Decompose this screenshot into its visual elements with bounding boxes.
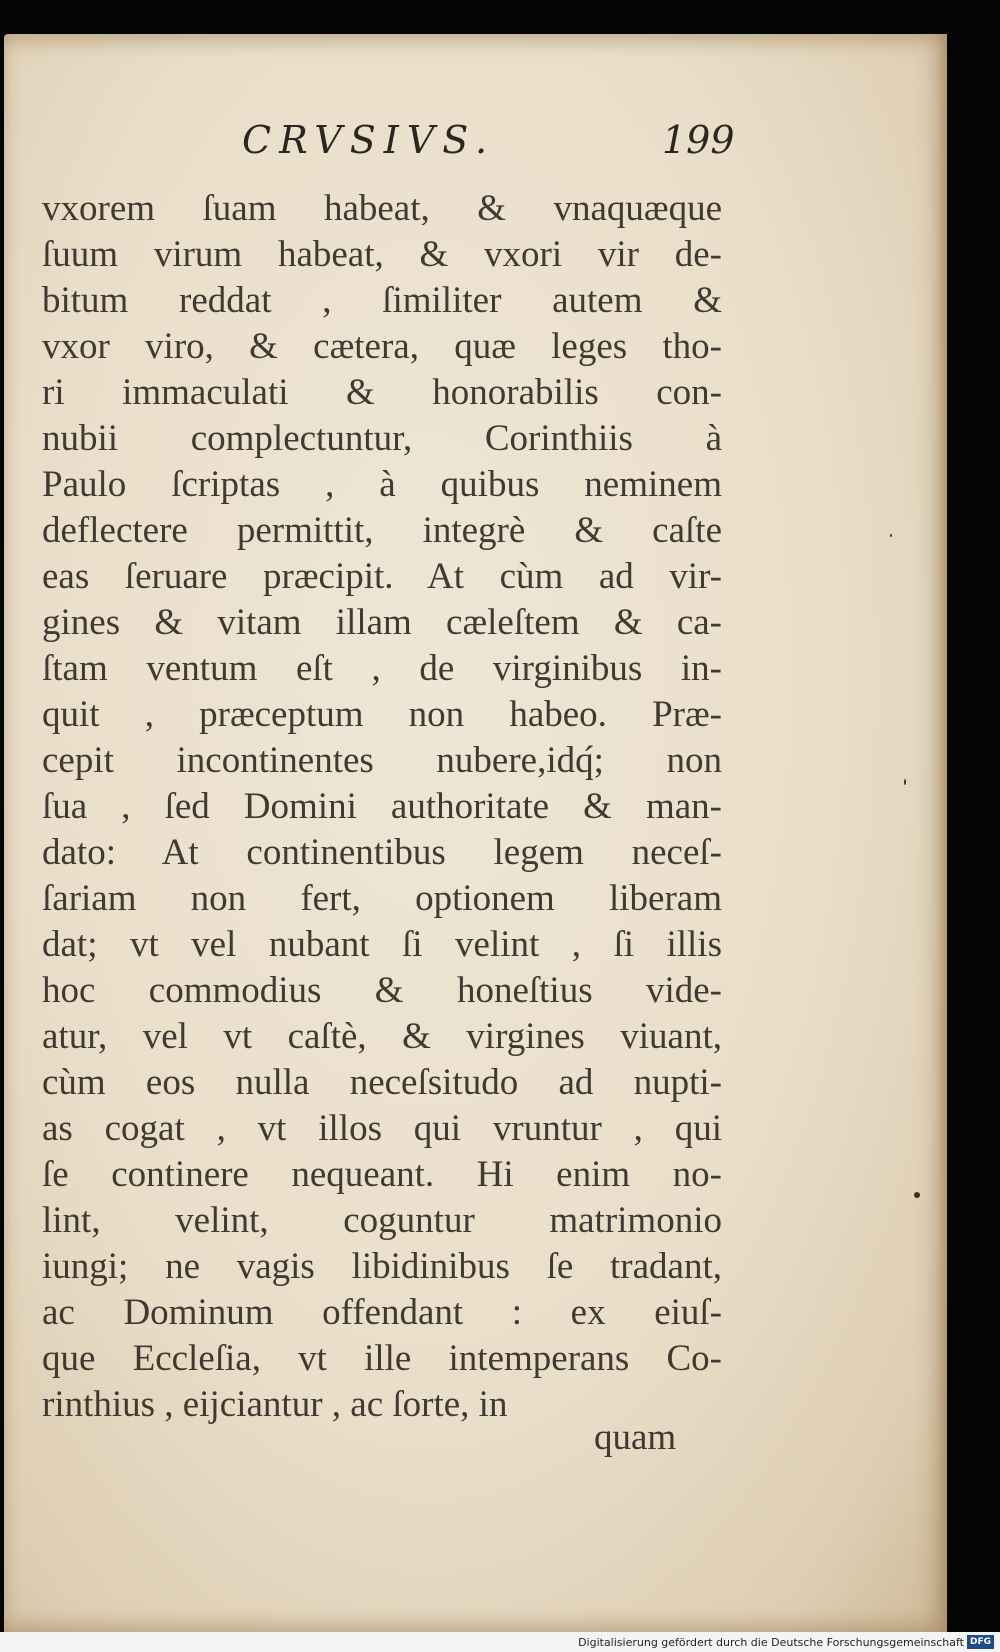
text-line: dato: At continentibus legem neceſ- <box>42 832 722 873</box>
text-line: ſe continere nequeant. Hi enim no- <box>42 1154 722 1195</box>
text-line: rinthius , eijciantur , ac ſorte, in <box>42 1384 508 1425</box>
running-head: CRVSIVS. <box>242 118 496 162</box>
text-line: vxor viro, & cætera, quæ leges tho- <box>42 326 722 367</box>
text-line: que Eccleſia, vt ille intemperans Co- <box>42 1338 722 1379</box>
ink-speck <box>904 779 906 785</box>
text-line: hoc commodius & honeſtius vide- <box>42 970 722 1011</box>
funding-credit: Digitalisierung gefördert durch die Deutsche Forschungsgemeinschaft <box>578 1636 964 1649</box>
text-line: Paulo ſcriptas , à quibus neminem <box>42 464 722 505</box>
text-line: ri immaculati & honorabilis con- <box>42 372 722 413</box>
page-number: 199 <box>662 118 735 162</box>
ink-speck <box>890 534 892 537</box>
text-line: ac Dominum offendant : ex eiuſ- <box>42 1292 722 1333</box>
ink-speck <box>914 1192 920 1198</box>
text-line: atur, vel vt caſtè, & virgines viuant, <box>42 1016 722 1057</box>
text-line: nubii complectuntur, Corinthiis à <box>42 418 722 459</box>
text-line: cepit incontinentes nubere,idq́; non <box>42 740 722 781</box>
text-line: deflectere permittit, integrè & caſte <box>42 510 722 551</box>
footer-bar <box>0 1632 1000 1652</box>
body-text <box>42 186 722 1428</box>
dfg-logo: DFG <box>967 1635 994 1649</box>
text-line: eas ſeruare præcipit. At cùm ad vir- <box>42 556 722 597</box>
text-line: cùm eos nulla neceſsitudo ad nupti- <box>42 1062 722 1103</box>
text-line: vxorem ſuam habeat, & vnaquæque <box>42 188 722 229</box>
text-line: ſua , ſed Domini authoritate & man- <box>42 786 722 827</box>
text-line: lint, velint, coguntur matrimonio <box>42 1200 722 1241</box>
book-page <box>4 34 947 1632</box>
text-line: ſariam non fert, optionem liberam <box>42 878 722 919</box>
text-line: bitum reddat , ſimiliter autem & <box>42 280 722 321</box>
text-line: as cogat , vt illos qui vruntur , qui <box>42 1108 722 1149</box>
text-line: iungi; ne vagis libidinibus ſe tradant, <box>42 1246 722 1287</box>
text-line: dat; vt vel nubant ſi velint , ſi illis <box>42 924 722 965</box>
text-line: gines & vitam illam cæleſtem & ca- <box>42 602 722 643</box>
page-edge-shading <box>937 34 947 1632</box>
catchword: quam <box>594 1417 677 1458</box>
text-line: quit , præceptum non habeo. Præ- <box>42 694 722 735</box>
text-line: ſtam ventum eſt , de virginibus in- <box>42 648 722 689</box>
text-line: ſuum virum habeat, & vxori vir de- <box>42 234 722 275</box>
